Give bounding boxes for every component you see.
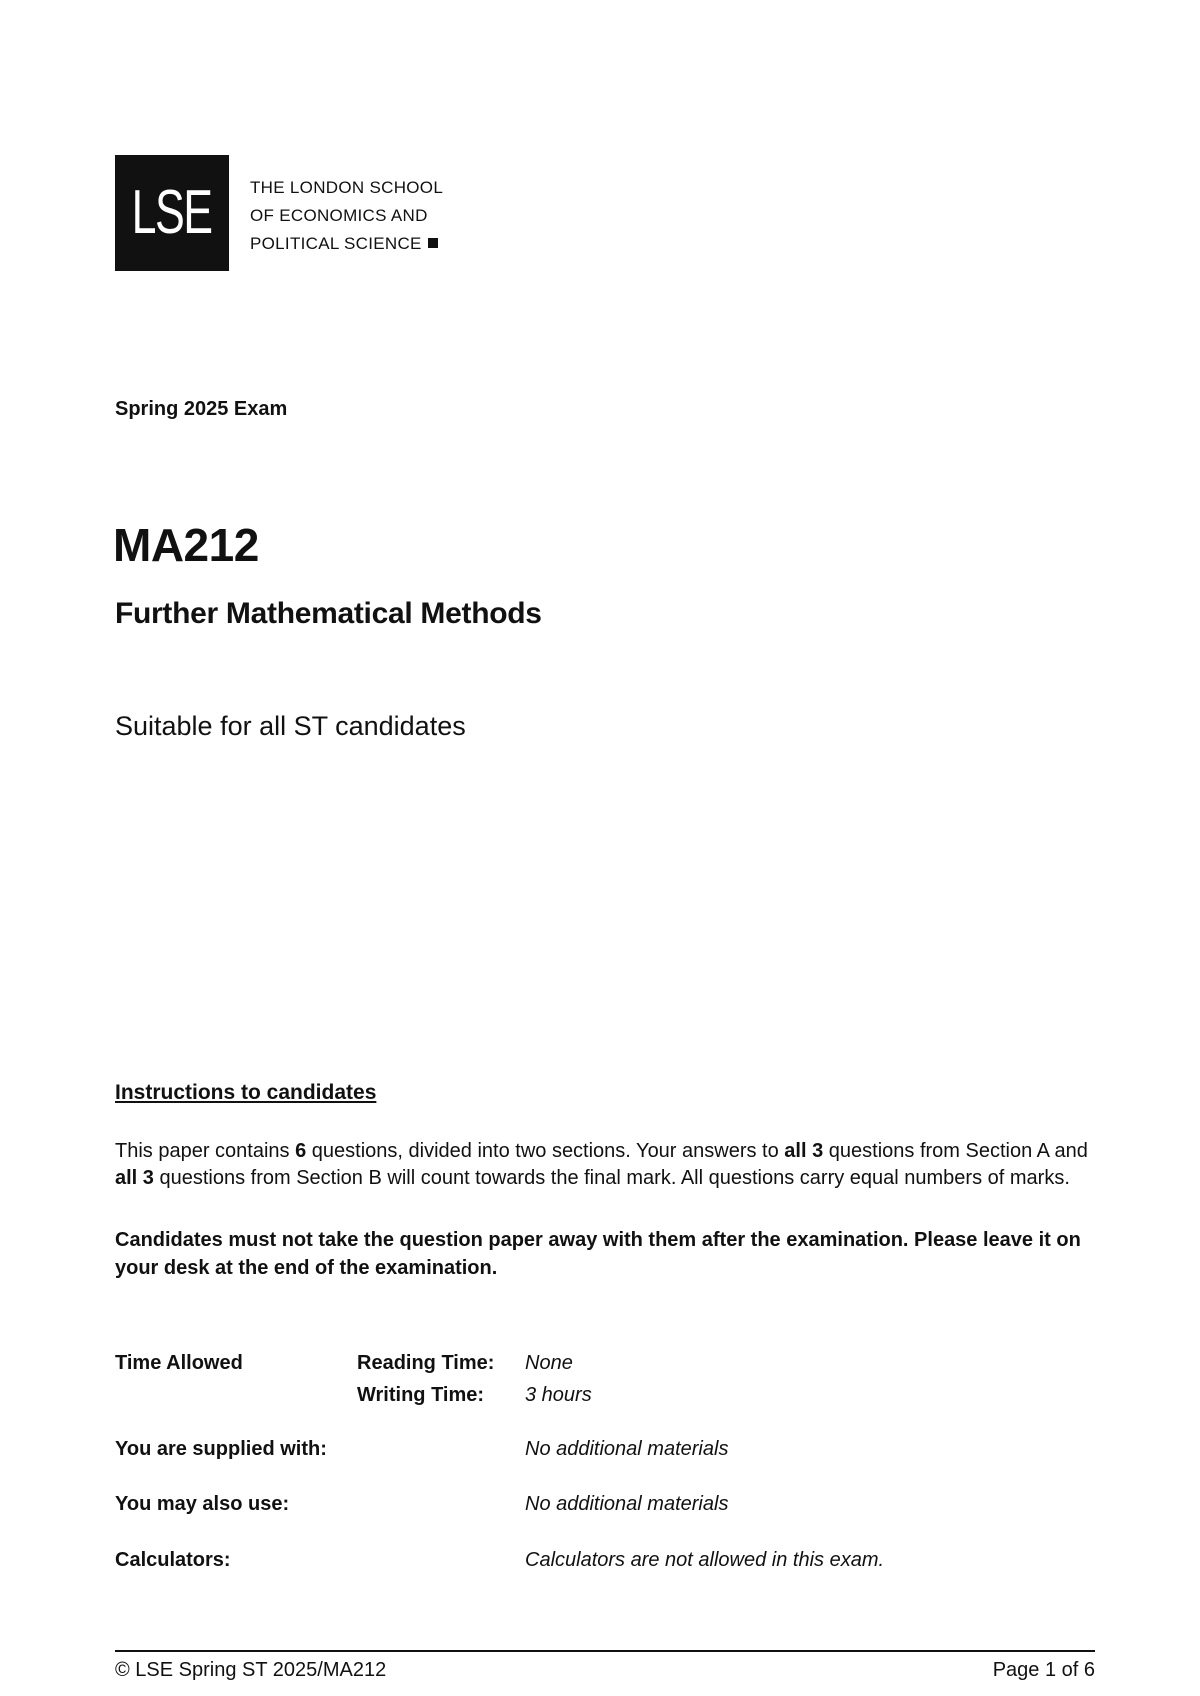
writing-time-label: Writing Time:	[357, 1384, 485, 1406]
reading-time-value: None	[525, 1352, 573, 1374]
footer-divider	[115, 1650, 1095, 1652]
instructions-text: questions, divided into two sections. Your answers to	[306, 1140, 785, 1162]
instructions-heading: Instructions to candidates	[115, 1081, 377, 1104]
logo-square-mark	[428, 238, 438, 248]
logo-line-3: POLITICAL SCIENCE	[250, 234, 422, 253]
supplied-value: No additional materials	[525, 1438, 729, 1460]
instructions-emphasis: all 3	[115, 1167, 154, 1189]
may-use-label: You may also use:	[115, 1493, 290, 1515]
instructions-text: questions from Section A and	[823, 1140, 1088, 1162]
course-code: MA212	[113, 519, 259, 571]
footer-copyright: © LSE Spring ST 2025/MA212	[115, 1659, 387, 1681]
course-title: Further Mathematical Methods	[115, 597, 542, 630]
reading-time-label: Reading Time:	[357, 1352, 495, 1374]
suitability-note: Suitable for all ST candidates	[115, 711, 466, 741]
instructions-text: This paper contains	[115, 1140, 296, 1162]
logo-monogram: LSE	[131, 178, 213, 247]
writing-time-value: 3 hours	[525, 1384, 592, 1406]
time-allowed-label: Time Allowed	[115, 1352, 243, 1374]
may-use-value: No additional materials	[525, 1493, 729, 1515]
calculators-value: Calculators are not allowed in this exam.	[525, 1549, 885, 1571]
logo-line-1: THE LONDON SCHOOL	[250, 178, 444, 197]
footer-page-number: Page 1 of 6	[992, 1659, 1095, 1681]
instructions-emphasis: 6	[295, 1140, 307, 1162]
logo-line-2: OF ECONOMICS AND	[250, 206, 428, 225]
calculators-label: Calculators:	[115, 1549, 231, 1571]
instructions-text: questions from Section B will count towards the final mark. All questions carry equal numbers of marks.	[153, 1167, 1070, 1189]
instructions-warning: Candidates must not take the question paper away with them after the examination. Please leave it on your desk at the end of the examination.	[115, 1229, 1081, 1279]
instructions-emphasis: all 3	[784, 1140, 824, 1162]
instructions-body	[115, 1138, 1095, 1192]
exam-session: Spring 2025 Exam	[115, 398, 288, 420]
supplied-label: You are supplied with:	[115, 1438, 327, 1460]
lse-logo	[115, 155, 229, 271]
logo-wordmark	[250, 174, 443, 258]
